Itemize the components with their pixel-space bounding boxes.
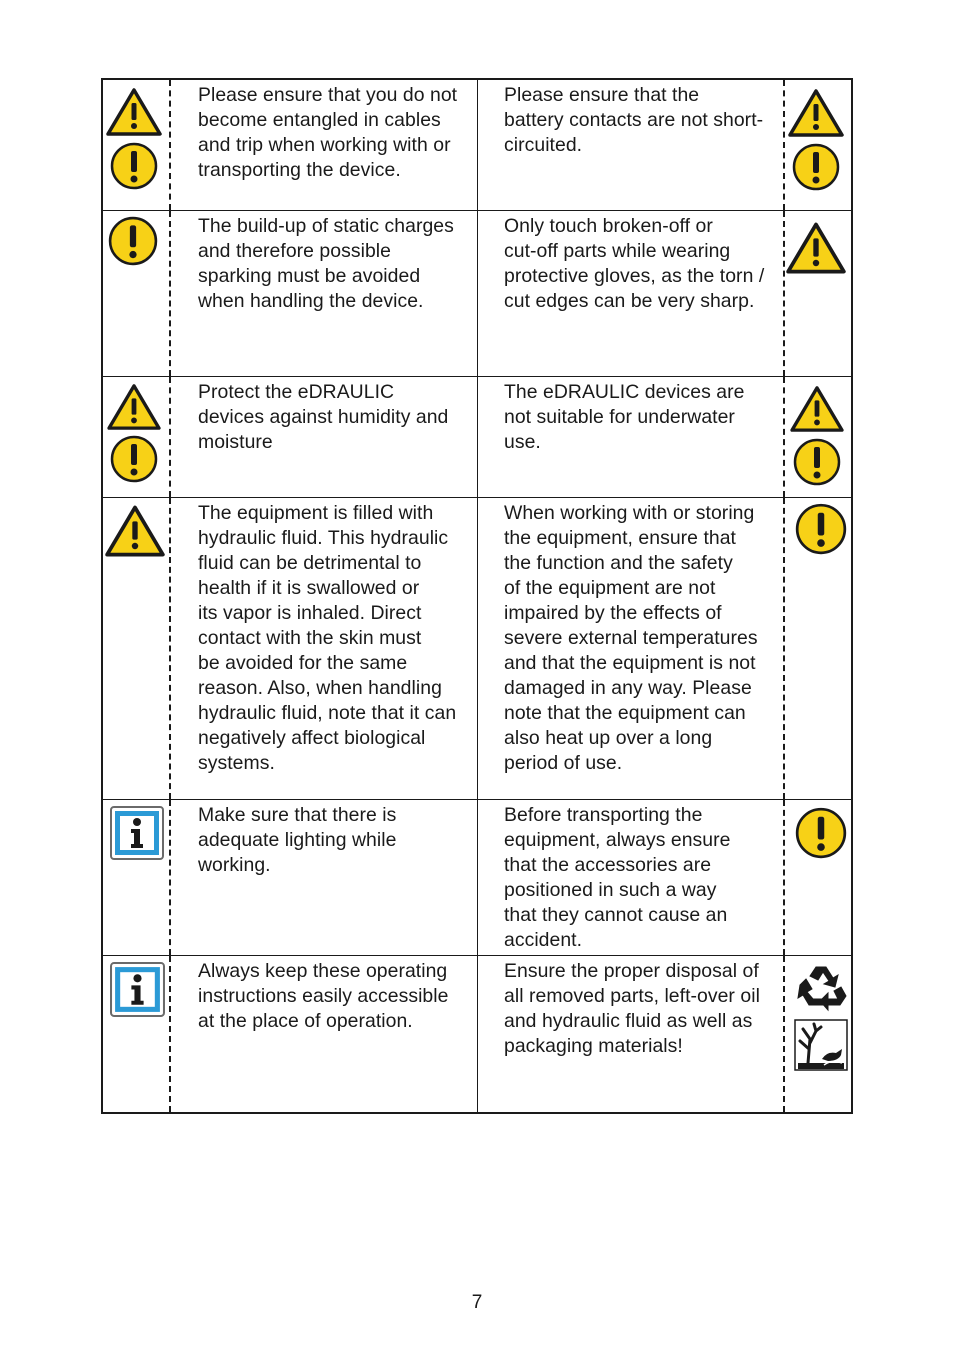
left-icon-cell — [103, 956, 171, 1112]
right-icon-cell — [785, 211, 851, 376]
warning-triangle-icon — [789, 385, 845, 433]
instruction-text: Please ensure that the battery contacts are not short- circuited. — [504, 84, 764, 156]
warning-triangle-icon — [106, 87, 162, 137]
left-icon-cell — [103, 80, 171, 210]
left-instruction-cell — [171, 498, 478, 799]
instruction-text: Before transporting the equipment, always ensure that the accessories are positioned in such a way that they cannot cause an accident. — [504, 804, 731, 951]
environment-hazard-icon — [794, 1019, 848, 1071]
left-icon-cell — [103, 498, 171, 799]
instruction-text: The eDRAULIC devices are not suitable for underwater use. — [504, 381, 745, 453]
table-row — [103, 211, 851, 377]
instruction-text: Only touch broken-off or cut-off parts while wearing protective gloves, as the torn / cut edges can be very sharp. — [504, 215, 765, 312]
left-instruction-cell — [171, 211, 478, 376]
table-row — [103, 377, 851, 498]
warning-triangle-icon — [786, 221, 846, 275]
right-icon-cell — [785, 956, 851, 1112]
page-number: 7 — [471, 1292, 483, 1313]
right-instruction-cell — [478, 956, 785, 1112]
right-instruction-cell — [478, 211, 785, 376]
instruction-text: Protect the eDRAULIC devices against humidity and moisture — [198, 381, 449, 453]
right-icon-cell — [785, 800, 851, 955]
exclamation-circle-icon — [110, 142, 158, 190]
info-icon — [110, 806, 164, 860]
instruction-text: Ensure the proper disposal of all removed parts, left-over oil and hydraulic fluid as well as packaging materials! — [504, 960, 760, 1057]
right-icon-cell — [785, 377, 851, 497]
exclamation-circle-icon — [793, 438, 841, 486]
right-instruction-cell — [478, 80, 785, 210]
instruction-text: Always keep these operating instructions easily accessible at the place of operation. — [198, 960, 449, 1032]
recycle-icon — [796, 963, 848, 1013]
left-icon-cell — [103, 377, 171, 497]
table-row — [103, 800, 851, 956]
table-row — [103, 498, 851, 800]
exclamation-circle-icon — [795, 807, 847, 859]
instruction-text: The equipment is filled with hydraulic fluid. This hydraulic fluid can be detrimental to health if it is swallowed or its vapor is inhaled. Direct contact with the skin must be avoided for the same reason. Also, when handling hydraulic fluid, note that it can negatively affect biological systems. — [198, 502, 457, 774]
safety-table — [101, 78, 853, 1114]
table-row — [103, 956, 851, 1112]
left-icon-cell — [103, 800, 171, 955]
table-row — [103, 80, 851, 211]
warning-triangle-icon — [788, 88, 844, 138]
right-icon-cell — [785, 80, 851, 210]
left-instruction-cell — [171, 80, 478, 210]
left-icon-cell — [103, 211, 171, 376]
exclamation-circle-icon — [108, 216, 158, 266]
warning-triangle-icon — [106, 383, 162, 431]
exclamation-circle-icon — [795, 503, 847, 555]
exclamation-circle-icon — [792, 143, 840, 191]
exclamation-circle-icon — [110, 435, 158, 483]
left-instruction-cell — [171, 377, 478, 497]
left-instruction-cell — [171, 956, 478, 1112]
instruction-text: When working with or storing the equipment, ensure that the function and the safety of the equipment are not impaired by the effects of severe external temperatures and that the equipment is not damaged in any way. Please note that the equipment can also heat up over a long period of use. — [504, 502, 758, 774]
instruction-text: Please ensure that you do not become entangled in cables and trip when working with or transporting the device. — [198, 84, 458, 181]
warning-triangle-icon — [105, 504, 165, 558]
left-instruction-cell — [171, 800, 478, 955]
instruction-text: Make sure that there is adequate lighting while working. — [198, 804, 397, 876]
instruction-text: The build-up of static charges and therefore possible sparking must be avoided when handling the device. — [198, 215, 454, 312]
info-icon — [110, 962, 165, 1017]
right-instruction-cell — [478, 800, 785, 955]
right-instruction-cell — [478, 377, 785, 497]
right-instruction-cell — [478, 498, 785, 799]
right-icon-cell — [785, 498, 851, 799]
